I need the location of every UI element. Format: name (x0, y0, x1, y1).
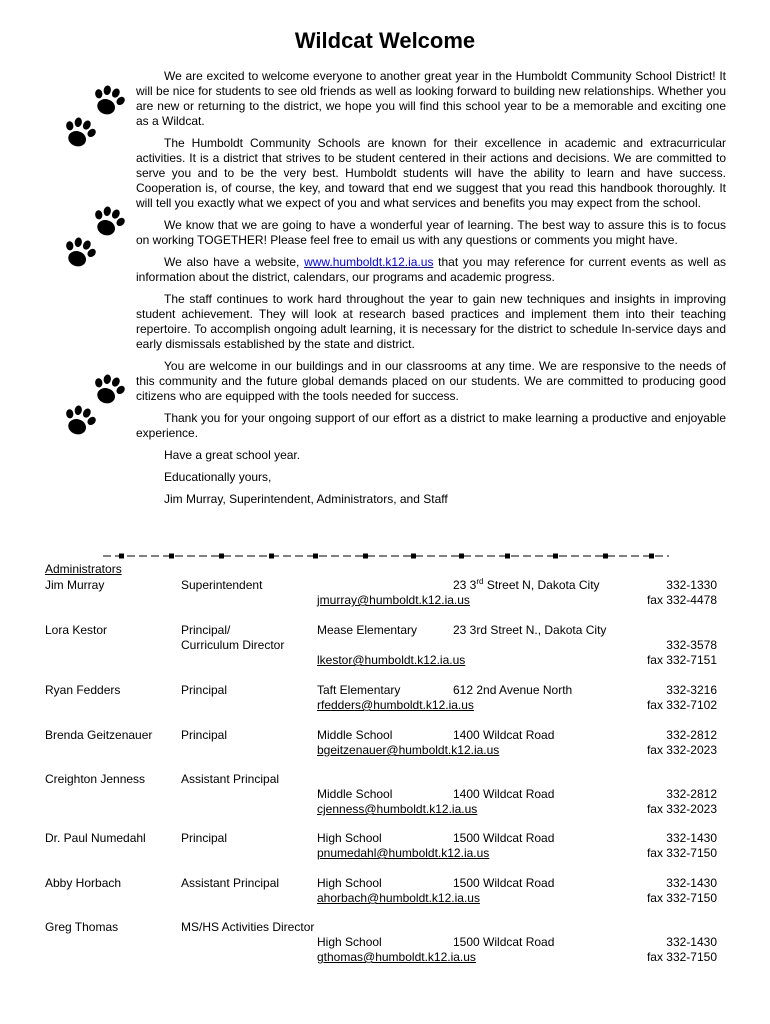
admin-email[interactable]: jmurray@humboldt.k12.ia.us (317, 593, 470, 607)
section-divider (103, 552, 669, 560)
admin-phone: 332-1430 (666, 935, 717, 949)
paw-print-icon (91, 84, 125, 118)
admin-phone: 332-1330 (666, 578, 717, 592)
closing-line: Educationally yours, (164, 470, 272, 484)
paw-print-icon (62, 404, 96, 438)
admin-title: Principal (181, 728, 228, 742)
letter-paragraph: The staff continues to work hard throughout the year to gain new techniques and insights in improving student achievement. They will look at research based practices and implement them into their teaching repertoire. To accomplish ongoing adult learning, it is necessary for the district to schedule In-service days and early dismissals established by the state and district. (136, 292, 726, 351)
admin-phone: 332-2812 (666, 787, 717, 801)
admin-building: Middle School (317, 787, 393, 801)
admin-building: High School (317, 831, 382, 845)
admin-title: Principal/ (181, 623, 231, 637)
admin-building: High School (317, 876, 382, 890)
admin-fax: fax 332-7151 (646, 653, 717, 667)
letter-text: We also have a website, (164, 255, 305, 269)
admin-email[interactable]: lkestor@humboldt.k12.ia.us (317, 653, 466, 667)
admin-name: Jim Murray (45, 578, 105, 592)
admin-email[interactable]: ahorbach@humboldt.k12.ia.us (317, 891, 480, 905)
admin-phone: 332-1430 (666, 876, 717, 890)
admin-email[interactable]: rfedders@humboldt.k12.ia.us (317, 698, 474, 712)
admin-email[interactable]: cjenness@humboldt.k12.ia.us (317, 802, 478, 816)
admin-fax: fax 332-7102 (646, 698, 717, 712)
admin-title: Principal (181, 831, 228, 845)
letter-paragraph: Thank you for your ongoing support of our effort as a district to make learning a productive and enjoyable experience. (136, 411, 726, 440)
admin-phone: 332-2812 (666, 728, 717, 742)
admin-name: Dr. Paul Numedahl (45, 831, 146, 845)
paw-print-icon (91, 205, 125, 239)
admin-address: 1400 Wildcat Road (453, 787, 555, 801)
admin-name: Creighton Jenness (45, 772, 146, 786)
admin-name: Abby Horbach (45, 876, 122, 890)
admin-phone: 332-3216 (666, 683, 717, 697)
admin-name: Ryan Fedders (45, 683, 121, 697)
letter-paragraph: You are welcome in our buildings and in our classrooms at any time. We are responsive to the needs of this community and the future global demands placed on our students. We are committed to producing good citizens who are equipped with the tools needed for success. (136, 359, 726, 403)
signature: Jim Murray, Superintendent, Administrators, and Staff (164, 492, 448, 506)
admin-address: 612 2nd Avenue North (453, 683, 573, 697)
admin-title: Assistant Principal (181, 772, 280, 786)
admin-title: Superintendent (181, 578, 263, 592)
admin-address (453, 578, 600, 593)
directory-heading: Administrators (45, 562, 122, 576)
admin-title: MS/HS Activities Director (181, 920, 315, 934)
admin-phone: 332-3578 (666, 638, 717, 652)
letter-paragraph: We are excited to welcome everyone to another great year in the Humboldt Community School District! It will be nice for students to see old friends as well as looking forward to building new relationships. Whether you are new or returning to the district, we hope you will find this school year to be a memorable and exciting one as a Wildcat. (136, 69, 726, 128)
admin-email[interactable]: bgeitzenauer@humboldt.k12.ia.us (317, 743, 500, 757)
address-rest: Street N, Dakota City (483, 578, 600, 592)
closing-line: Have a great school year. (164, 448, 301, 462)
admin-email[interactable]: gthomas@humboldt.k12.ia.us (317, 950, 476, 964)
admin-building: High School (317, 935, 382, 949)
admin-building: Mease Elementary (317, 623, 418, 637)
admin-fax: fax 332-4478 (646, 593, 717, 607)
admin-title: Principal (181, 683, 228, 697)
admin-fax: fax 332-7150 (646, 846, 717, 860)
admin-fax: fax 332-2023 (646, 802, 717, 816)
address-number: 23 3 (453, 578, 477, 592)
welcome-letter (136, 69, 726, 514)
paw-print-icon (62, 236, 96, 270)
address-superscript: rd (476, 577, 484, 586)
admin-address: 1500 Wildcat Road (453, 876, 555, 890)
admin-email[interactable]: pnumedahl@humboldt.k12.ia.us (317, 846, 490, 860)
admin-title: Assistant Principal (181, 876, 280, 890)
admin-title: Curriculum Director (181, 638, 285, 652)
paw-print-icon (91, 373, 125, 407)
admin-address: 1400 Wildcat Road (453, 728, 555, 742)
admin-name: Brenda Geitzenauer (45, 728, 153, 742)
admin-address: 23 3rd Street N., Dakota City (453, 623, 607, 637)
letter-paragraph (136, 255, 726, 285)
page-title: Wildcat Welcome (294, 28, 476, 53)
website-link[interactable]: www.humboldt.k12.ia.us (304, 255, 434, 269)
letter-text: that you may reference for current events as well as information about the district, calendars, our programs and academic progress. (136, 255, 727, 284)
admin-name: Greg Thomas (45, 920, 119, 934)
paw-print-icon (62, 116, 96, 150)
admin-building: Middle School (317, 728, 393, 742)
admin-fax: fax 332-7150 (646, 950, 717, 964)
admin-fax: fax 332-2023 (646, 743, 717, 757)
letter-paragraph: The Humboldt Community Schools are known for their excellence in academic and extracurricular activities. It is a district that strives to be student centered in their actions and decisions. We are committed to serve you and to be the very best. Humboldt students will have the ability to learn and have success. Cooperation is, of course, the key, and toward that end we suggest that you read this handbook thoroughly. It will tell you exactly what we expect of you and what services and benefits you may expect from the school. (136, 136, 726, 210)
admin-fax: fax 332-7150 (646, 891, 717, 905)
letter-paragraph: We know that we are going to have a wonderful year of learning. The best way to assure this is to focus on working TOGETHER! Please feel free to email us with any questions or comments you might have. (136, 218, 726, 247)
admin-building: Taft Elementary (317, 683, 401, 697)
admin-address: 1500 Wildcat Road (453, 935, 555, 949)
admin-phone: 332-1430 (666, 831, 717, 845)
admin-name: Lora Kestor (45, 623, 108, 637)
admin-address: 1500 Wildcat Road (453, 831, 555, 845)
